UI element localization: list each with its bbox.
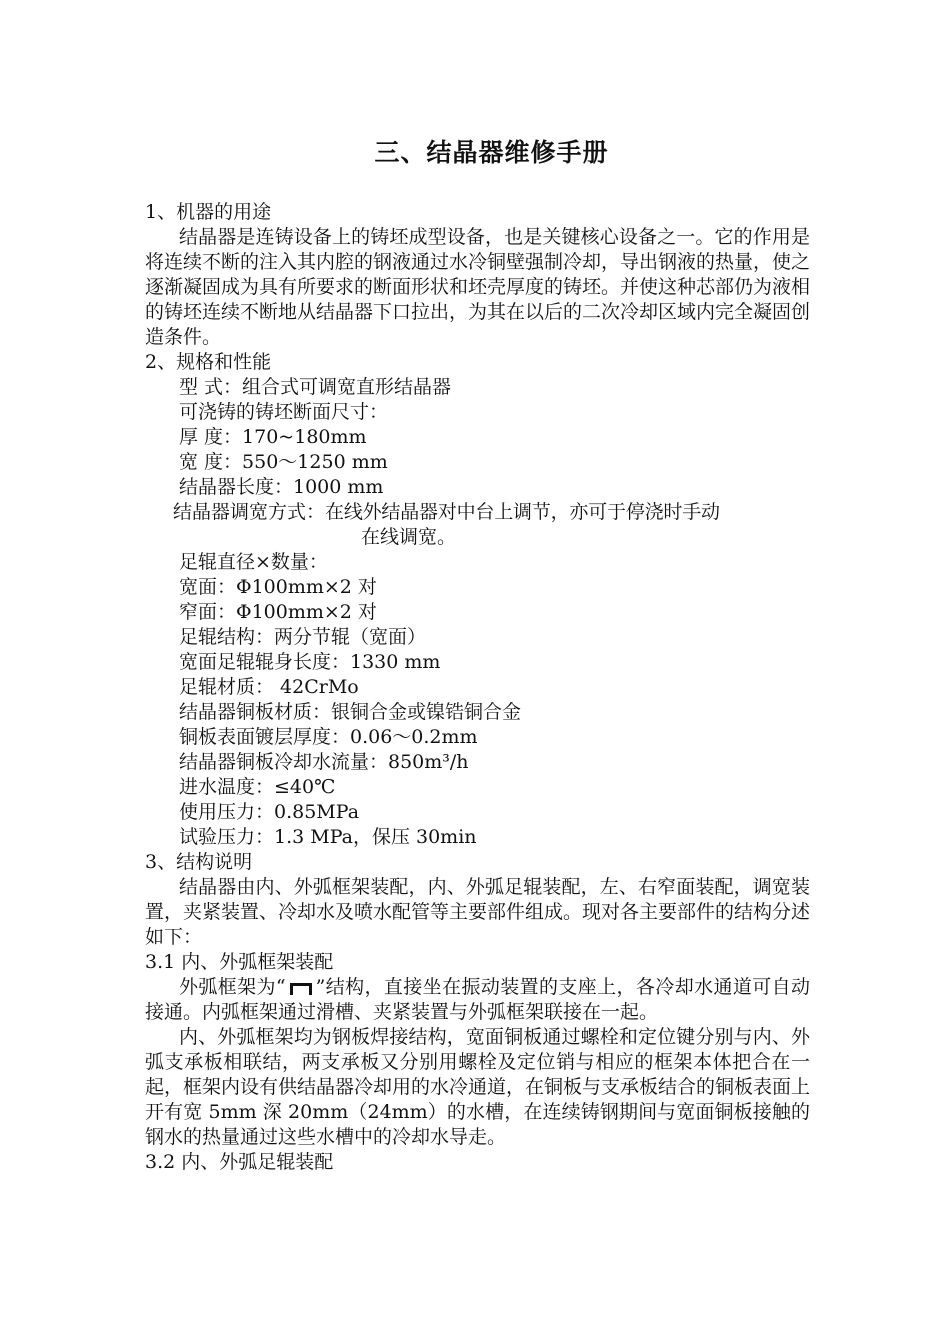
spec-wide-face: 宽面：Φ100mm×2 对	[179, 576, 377, 598]
spec-adjust-method	[145, 500, 810, 525]
spec-roll-label: 足辊直径×数量：	[179, 551, 328, 573]
spec-section-label: 可浇铸的铸坯断面尺寸：	[179, 401, 389, 423]
section-1-heading: 1、机器的用途	[145, 201, 272, 223]
spec-pressure: 使用压力：0.85MPa	[179, 801, 360, 823]
section-3-1-text-b: ”结构，直接坐在振动装置的支座上，各冷却水通道可自动接通。内弧框架通过滑槽、夹紧装置与外弧框架联接在一起。	[145, 976, 811, 1023]
spec-adjust-value-2: 在线调宽。	[361, 526, 457, 548]
section-3-1-text-a: 外弧框架为“	[179, 976, 286, 998]
section-3-1-heading: 3.1 内、外弧框架装配	[145, 951, 334, 973]
document-body	[145, 200, 810, 1175]
spec-width: 宽 度：550～1250 mm	[179, 451, 388, 473]
section-3-1-paragraph-1	[145, 975, 810, 1025]
section-3-2-heading: 3.2 内、外弧足辊装配	[145, 1151, 334, 1173]
section-3-paragraph: 结晶器由内、外弧框架装配，内、外弧足辊装配，左、右窄面装配，调宽装置，夹紧装置、冷却水及喷水配管等主要部件组成。现对各主要部件的结构分述如下：	[145, 876, 811, 948]
spec-roll-material: 足辊材质： 42CrMo	[179, 676, 359, 698]
spec-mold-length: 结晶器长度：1000 mm	[179, 476, 384, 498]
spec-adjust-key: 结晶器调宽方式：	[173, 501, 326, 523]
page-title: 三、结晶器维修手册	[374, 138, 609, 167]
spec-narrow-face: 窄面：Φ100mm×2 对	[179, 601, 377, 623]
spec-inlet-temp: 进水温度：≤40℃	[179, 776, 336, 798]
spec-type: 型 式：组合式可调宽直形结晶器	[179, 376, 452, 398]
section-3-1-paragraph-2: 内、外弧框架均为钢板焊接结构，宽面铜板通过螺栓和定位键分别与内、外弧支承板相联结，两支承板又分别用螺栓及定位销与相应的框架本体把合在一起，框架内设有供结晶器冷却用的水冷通道，在铜板与支承板结合的铜板表面上开有宽 5mm 深 20mm（24mm）的水槽，在连续铸钢期间与宽面铜板接触的钢水的热量通过这些水槽中的冷却水导走。	[145, 1026, 811, 1148]
spec-adjust-value-1: 在线外结晶器对中台上调节，亦可于停浇时手动	[325, 501, 720, 523]
spec-roll-length: 宽面足辊辊身长度：1330 mm	[179, 651, 441, 673]
section-3-heading: 3、结构说明	[145, 851, 253, 873]
spec-test-pressure: 试验压力：1.3 MPa，保压 30min	[179, 826, 477, 848]
section-1-paragraph: 结晶器是连铸设备上的铸坯成型设备，也是关键核心设备之一。它的作用是将连续不断的注入其内腔的钢液通过水冷铜壁强制冷却，导出钢液的热量，使之逐渐凝固成为具有所要求的断面形状和坯壳厚度的铸坯。并使这种芯部仍为液相的铸坯连续不断地从结晶器下口拉出，为其在以后的二次冷却区域内完全凝固创造条件。	[145, 226, 811, 348]
spec-coating: 铜板表面镀层厚度：0.06～0.2mm	[179, 726, 478, 748]
spec-thickness: 厚 度：170~180mm	[179, 426, 367, 448]
spec-roll-structure: 足辊结构：两分节辊（宽面）	[179, 626, 427, 648]
spec-water-flow: 结晶器铜板冷却水流量：850m³/h	[179, 751, 469, 773]
section-2-heading: 2、规格和性能	[145, 351, 272, 373]
spec-copper-material: 结晶器铜板材质：银铜合金或镍锆铜合金	[179, 701, 522, 723]
frame-bracket-icon	[290, 983, 312, 995]
